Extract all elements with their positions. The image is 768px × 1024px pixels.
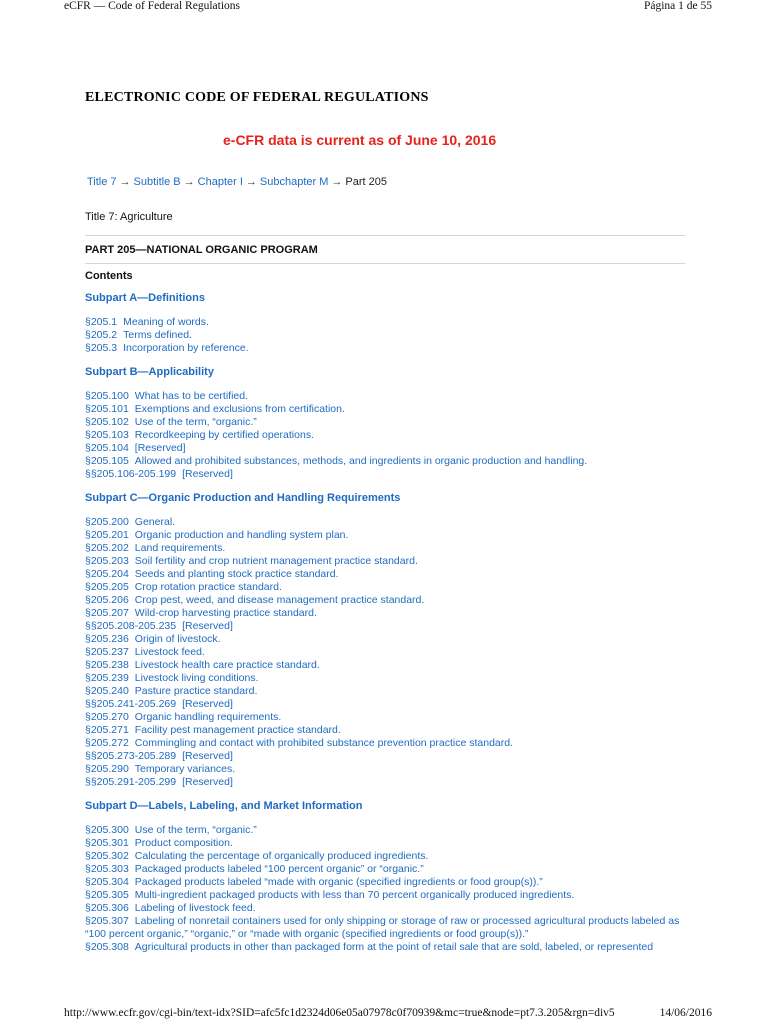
section-title: [Reserved] [182, 776, 233, 788]
breadcrumb [87, 176, 387, 188]
part-heading: PART 205—NATIONAL ORGANIC PROGRAM [85, 244, 318, 256]
section-link[interactable] [85, 442, 685, 455]
section-link[interactable] [85, 876, 685, 889]
section-title: Incorporation by reference. [123, 342, 249, 354]
section-number: §205.239 [85, 672, 129, 684]
section-number: §§205.241-205.269 [85, 698, 177, 710]
section-link[interactable] [85, 416, 685, 429]
section-title: Wild-crop harvesting practice standard. [134, 607, 317, 619]
section-title: Recordkeeping by certified operations. [134, 429, 314, 441]
section-number: §205.101 [85, 403, 129, 415]
section-list [85, 316, 685, 355]
section-link[interactable] [85, 824, 685, 837]
section-number: §205.238 [85, 659, 129, 671]
section-number: §205.307 [85, 915, 129, 927]
section-title: [Reserved] [134, 442, 186, 454]
table-of-contents [85, 292, 685, 965]
section-title: Labeling of livestock feed. [134, 902, 256, 914]
section-title: Livestock feed. [134, 646, 205, 658]
section-title: Use of the term, “organic.” [134, 824, 257, 836]
section-title: Calculating the percentage of organically produced ingredients. [134, 850, 429, 862]
section-link[interactable] [85, 607, 685, 620]
section-number: §205.200 [85, 516, 129, 528]
section-link[interactable] [85, 555, 685, 568]
breadcrumb-subchapter[interactable]: Subchapter M [259, 176, 329, 188]
section-title: [Reserved] [182, 750, 233, 762]
section-number: §205.302 [85, 850, 129, 862]
section-title: Crop rotation practice standard. [134, 581, 282, 593]
section-link[interactable] [85, 390, 685, 403]
print-header-title: eCFR — Code of Federal Regulations [64, 0, 240, 12]
section-number: §205.290 [85, 763, 129, 775]
section-number: §205.203 [85, 555, 129, 567]
section-title: [Reserved] [182, 698, 233, 710]
section-number: §205.207 [85, 607, 129, 619]
section-link[interactable] [85, 316, 685, 329]
section-link[interactable] [85, 659, 685, 672]
subpart-heading[interactable]: Subpart B—Applicability [85, 366, 214, 378]
section-number: §§205.106-205.199 [85, 468, 177, 480]
print-footer [64, 1007, 712, 1021]
section-title: Origin of livestock. [134, 633, 221, 645]
section-title: General. [134, 516, 176, 528]
section-title: Livestock living conditions. [134, 672, 259, 684]
section-link[interactable] [85, 850, 685, 863]
section-number: §205.236 [85, 633, 129, 645]
section-number: §205.206 [85, 594, 129, 606]
section-number: §205.270 [85, 711, 129, 723]
section-number: §205.305 [85, 889, 129, 901]
section-link[interactable] [85, 581, 685, 594]
section-number: §§205.208-205.235 [85, 620, 177, 632]
section-list [85, 516, 685, 789]
section-link[interactable] [85, 429, 685, 442]
section-number: §205.301 [85, 837, 129, 849]
section-number: §205.201 [85, 529, 129, 541]
title-line: Title 7: Agriculture [85, 211, 173, 223]
section-title: Packaged products labeled “100 percent organic” or “organic.” [134, 863, 424, 875]
section-link[interactable] [85, 863, 685, 876]
section-link[interactable] [85, 403, 685, 416]
section-number: §205.204 [85, 568, 129, 580]
section-title: What has to be certified. [134, 390, 249, 402]
section-list [85, 824, 685, 954]
section-link[interactable] [85, 633, 685, 646]
print-page-number: Página 1 de 55 [643, 0, 712, 12]
breadcrumb-chapter[interactable]: Chapter I [197, 176, 243, 188]
subpart-heading[interactable]: Subpart C—Organic Production and Handling Requirements [85, 492, 401, 504]
section-number: §205.1 [85, 316, 118, 328]
section-title: Exemptions and exclusions from certification. [134, 403, 345, 415]
currency-banner: e-CFR data is current as of June 10, 2016 [223, 132, 497, 148]
section-number: §205.240 [85, 685, 129, 697]
print-date: 14/06/2016 [659, 1007, 712, 1019]
section-number: §205.308 [85, 941, 129, 953]
breadcrumb-current: Part 205 [345, 176, 387, 188]
section-number: §205.3 [85, 342, 118, 354]
section-number: §205.105 [85, 455, 129, 467]
section-link[interactable] [85, 737, 685, 750]
section-number: §§205.273-205.289 [85, 750, 177, 762]
section-link[interactable] [85, 750, 685, 763]
breadcrumb-subtitle[interactable]: Subtitle B [133, 176, 181, 188]
section-link[interactable] [85, 889, 685, 902]
section-number: §205.304 [85, 876, 129, 888]
section-title: Agricultural products in other than packaged form at the point of retail sale that are sold, labeled, or represented [134, 941, 654, 953]
section-number: §205.2 [85, 329, 118, 341]
section-link[interactable] [85, 620, 685, 633]
section-title: Commingling and contact with prohibited substance prevention practice standard. [134, 737, 514, 749]
section-title: Organic handling requirements. [134, 711, 282, 723]
section-number: §205.202 [85, 542, 129, 554]
section-link[interactable] [85, 672, 685, 685]
section-link[interactable] [85, 516, 685, 529]
section-link[interactable] [85, 529, 685, 542]
section-number: §§205.291-205.299 [85, 776, 177, 788]
section-title: Seeds and planting stock practice standard. [134, 568, 339, 580]
section-title: Product composition. [134, 837, 233, 849]
breadcrumb-arrow: → [183, 176, 195, 188]
section-title: Labeling of nonretail containers used for only shipping or storage of raw or processed agricultural products labeled as “100 percent organic,” “organic,” or “made with organic (specified ingredients or food group(s)).” [85, 915, 680, 940]
section-link[interactable] [85, 711, 685, 724]
section-number: §205.205 [85, 581, 129, 593]
section-number: §205.271 [85, 724, 129, 736]
section-number: §205.100 [85, 390, 129, 402]
section-number: §205.303 [85, 863, 129, 875]
section-title: Soil fertility and crop nutrient management practice standard. [134, 555, 418, 567]
section-title: Livestock health care practice standard. [134, 659, 320, 671]
contents-label: Contents [85, 270, 133, 282]
section-number: §205.102 [85, 416, 129, 428]
section-title: Pasture practice standard. [134, 685, 258, 697]
breadcrumb-arrow: → [331, 176, 343, 188]
section-link[interactable] [85, 941, 685, 954]
breadcrumb-arrow: → [119, 176, 131, 188]
section-title: Packaged products labeled “made with organic (specified ingredients or food group(s)).” [134, 876, 543, 888]
section-link[interactable] [85, 902, 685, 915]
section-title: Organic production and handling system plan. [134, 529, 349, 541]
section-number: §205.104 [85, 442, 129, 454]
section-title: Land requirements. [134, 542, 226, 554]
section-title: Temporary variances. [134, 763, 236, 775]
section-link[interactable] [85, 776, 685, 789]
section-number: §205.272 [85, 737, 129, 749]
section-link[interactable] [85, 568, 685, 581]
section-number: §205.103 [85, 429, 129, 441]
divider [85, 263, 685, 264]
section-link[interactable] [85, 342, 685, 355]
section-title: Allowed and prohibited substances, methods, and ingredients in organic production and handling. [134, 455, 588, 467]
section-list [85, 390, 685, 481]
section-link[interactable] [85, 837, 685, 850]
section-number: §205.237 [85, 646, 129, 658]
section-number: §205.306 [85, 902, 129, 914]
section-title: Facility pest management practice standard. [134, 724, 341, 736]
print-url: http://www.ecfr.gov/cgi-bin/text-idx?SID=afc5fc1d2324d06e05a07978c0f70939&mc=true&node=pt7.3.205&rgn=div5 [64, 1007, 615, 1019]
section-link[interactable] [85, 542, 685, 555]
page-title: ELECTRONIC CODE OF FEDERAL REGULATIONS [85, 90, 429, 105]
section-title: Multi-ingredient packaged products with less than 70 percent organically produced ingredients. [134, 889, 575, 901]
divider [85, 235, 685, 236]
subpart-heading[interactable]: Subpart D—Labels, Labeling, and Market Information [85, 800, 363, 812]
section-link[interactable] [85, 468, 685, 481]
subpart-heading[interactable]: Subpart A—Definitions [85, 292, 205, 304]
breadcrumb-title[interactable]: Title 7 [87, 176, 117, 188]
section-link[interactable] [85, 455, 685, 468]
section-link[interactable] [85, 915, 685, 941]
section-title: Terms defined. [123, 329, 192, 341]
section-link[interactable] [85, 329, 685, 342]
section-number: §205.300 [85, 824, 129, 836]
section-link[interactable] [85, 763, 685, 776]
section-link[interactable] [85, 685, 685, 698]
section-title: Meaning of words. [123, 316, 209, 328]
section-link[interactable] [85, 724, 685, 737]
section-link[interactable] [85, 594, 685, 607]
section-title: [Reserved] [182, 620, 233, 632]
section-link[interactable] [85, 646, 685, 659]
section-link[interactable] [85, 698, 685, 711]
section-title: [Reserved] [182, 468, 233, 480]
breadcrumb-arrow: → [245, 176, 257, 188]
section-title: Use of the term, “organic.” [134, 416, 257, 428]
print-header [64, 0, 712, 14]
section-title: Crop pest, weed, and disease management practice standard. [134, 594, 425, 606]
